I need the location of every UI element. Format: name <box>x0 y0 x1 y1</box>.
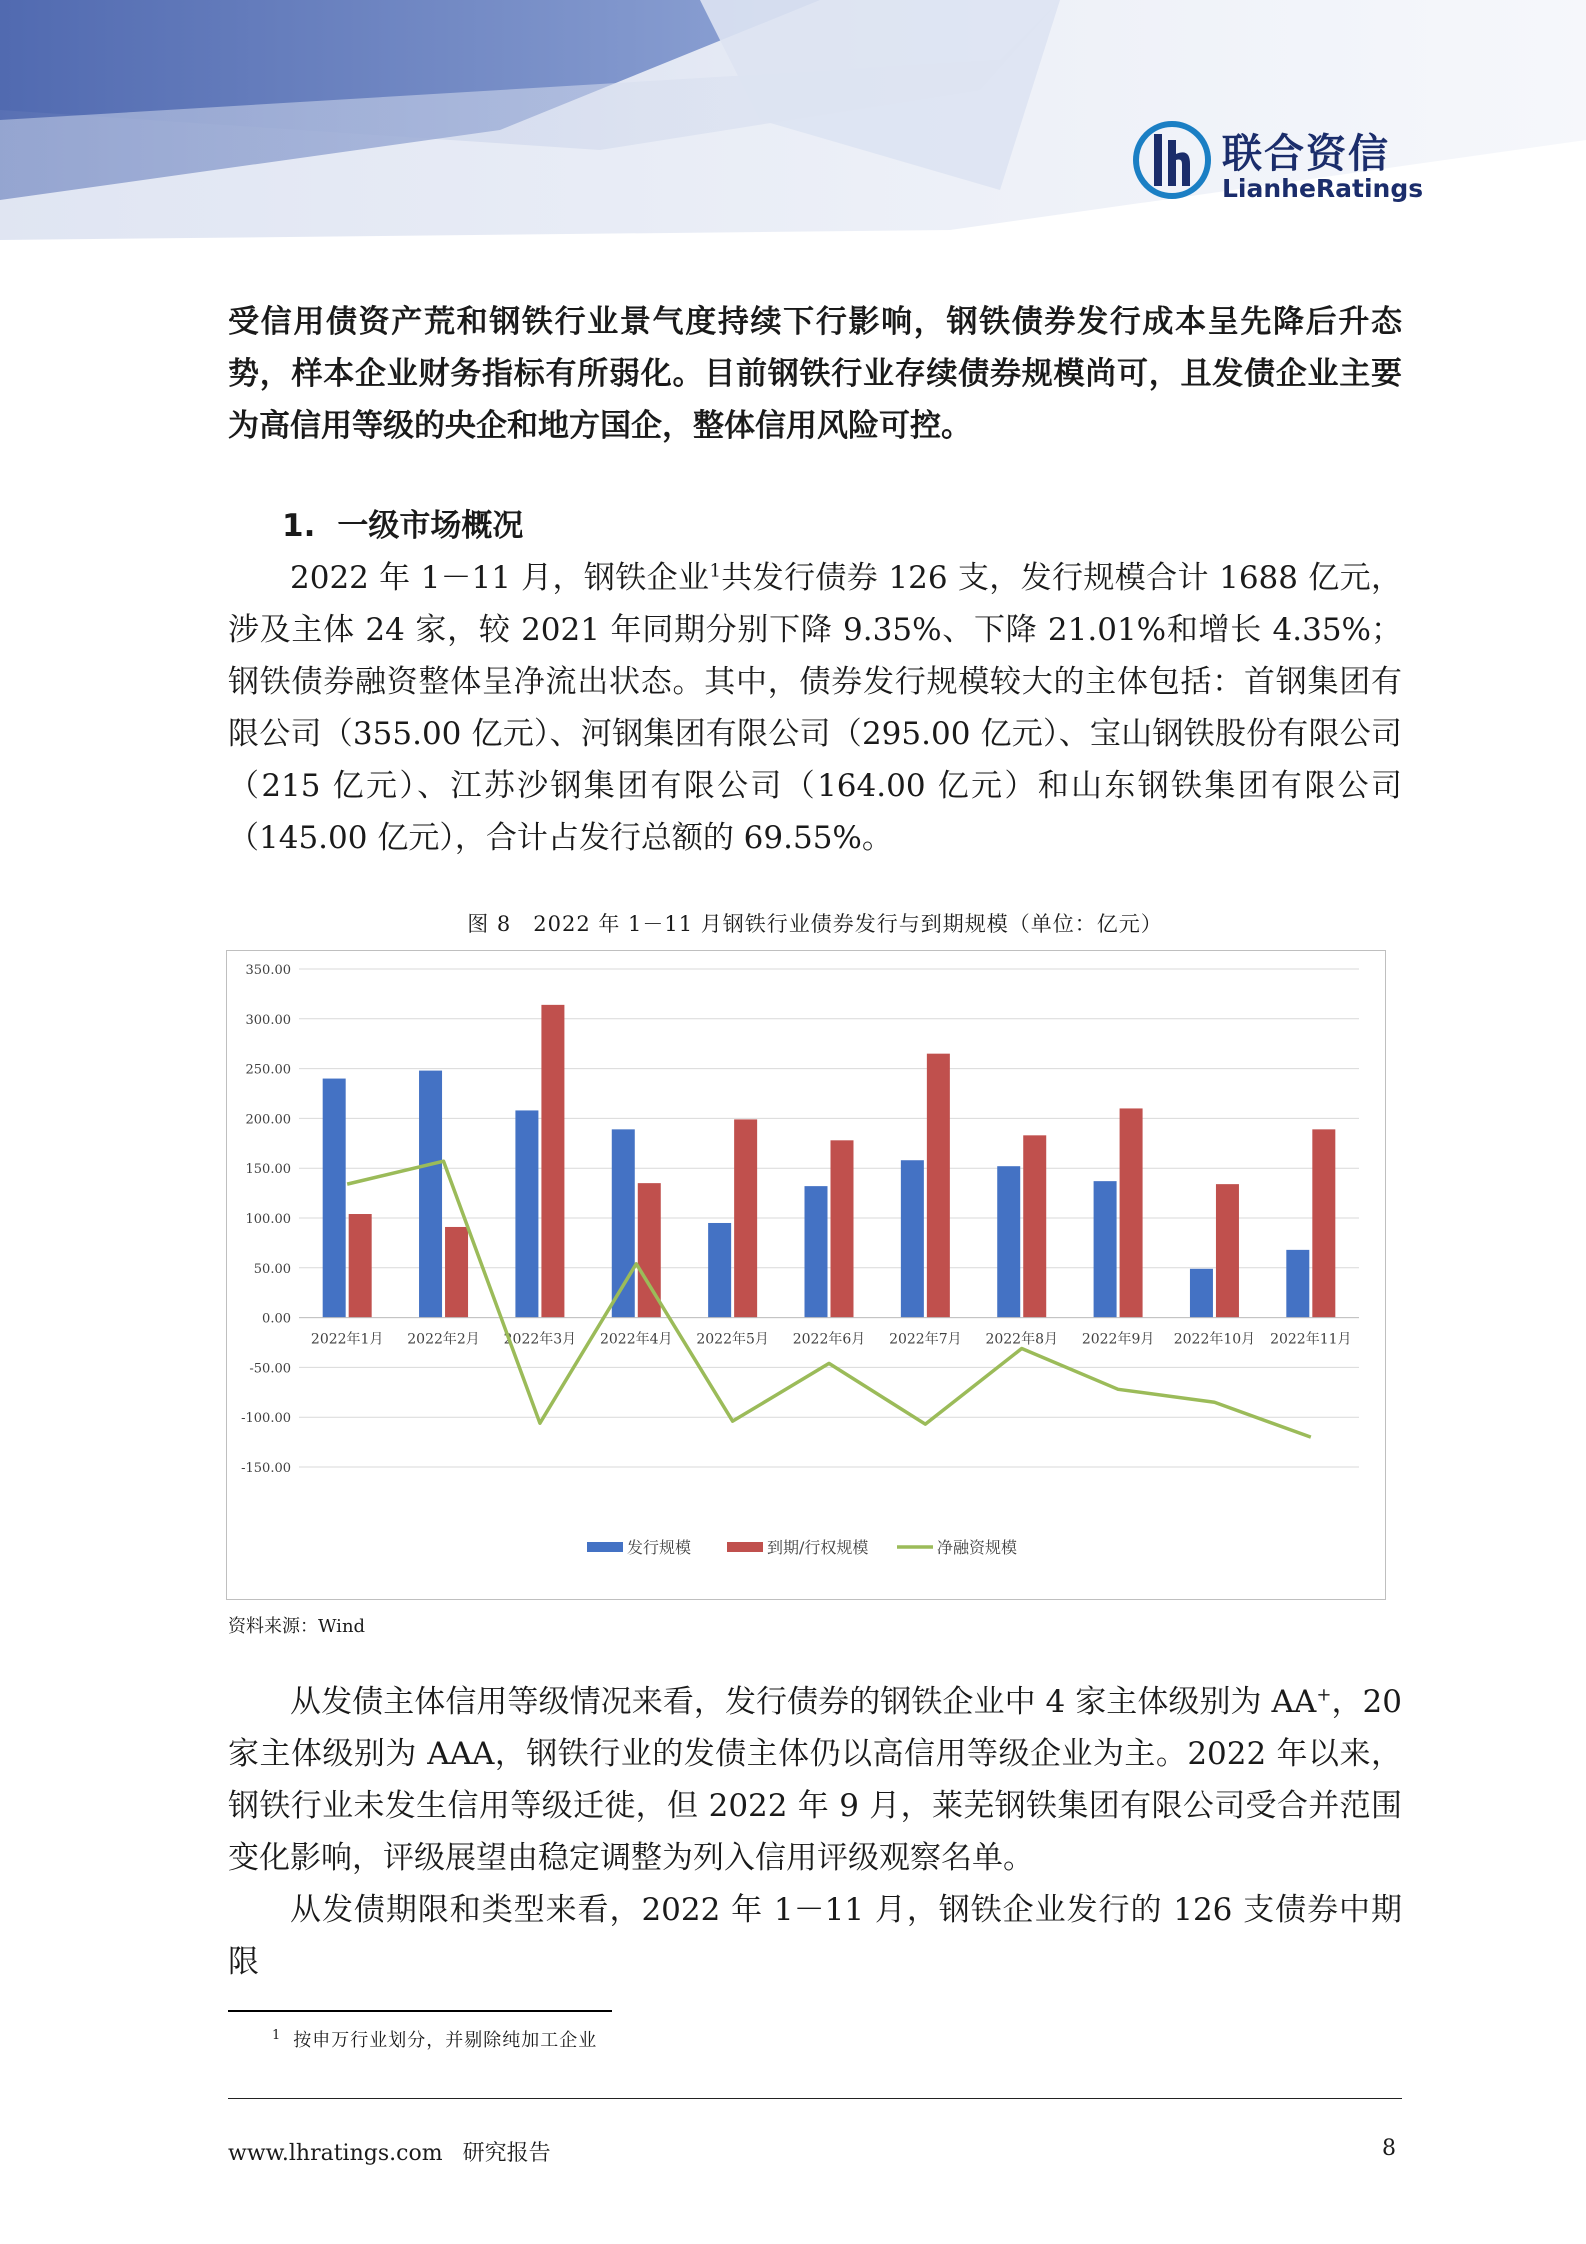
figure-caption: 图 8 2022 年 1－11 月钢铁行业债券发行与到期规模（单位：亿元） <box>467 912 1163 936</box>
y-tick-label: -100.00 <box>241 1411 291 1427</box>
x-tick-label: 2022年11月 <box>1270 1331 1352 1348</box>
footer-left <box>228 2136 551 2167</box>
footnote-divider <box>228 2010 612 2012</box>
y-tick-label: 200.00 <box>245 1112 291 1128</box>
x-tick-label: 2022年3月 <box>503 1331 577 1348</box>
bar-maturity <box>1023 1135 1046 1317</box>
bar-maturity <box>927 1054 950 1318</box>
section-title: 一级市场概况 <box>337 508 524 544</box>
bar-issue <box>1094 1181 1117 1317</box>
footer-doc-type: 研究报告 <box>462 2141 551 2166</box>
bar-issue <box>323 1079 346 1318</box>
y-tick-label: 300.00 <box>245 1012 291 1028</box>
bond-issuance-chart <box>226 950 1386 1600</box>
summary-paragraph: 受信用债资产荒和钢铁行业景气度持续下行影响，钢铁债券发行成本呈先降后升态势，样本企业财务指标有所弱化。目前钢铁行业存续债券规模尚可，且发债企业主要为高信用等级的央企和地方国企，整体信用风险可控。 <box>228 304 1402 444</box>
bar-maturity <box>445 1227 468 1318</box>
bar-issue <box>612 1129 635 1317</box>
brand-logo <box>1130 118 1424 208</box>
bar-maturity <box>349 1214 372 1318</box>
footnote-text: 按申万行业划分，并剔除纯加工企业 <box>293 2030 598 2051</box>
legend-swatch <box>587 1542 623 1552</box>
para2-text-a: 从发债主体信用等级情况来看，发行债券的钢铁企业中 4 家主体级别为 AA <box>290 1684 1317 1720</box>
logo-chinese-name: 联合资信 <box>1222 131 1390 177</box>
footer-website-link[interactable]: www.lhratings.com <box>228 2141 443 2166</box>
x-tick-label: 2022年4月 <box>599 1331 673 1348</box>
bar-issue <box>419 1071 442 1318</box>
x-tick-label: 2022年7月 <box>889 1331 962 1348</box>
x-tick-label: 2022年8月 <box>985 1331 1059 1348</box>
footnote <box>272 2026 597 2052</box>
bar-issue <box>515 1110 538 1317</box>
footnote-reference[interactable]: 1 <box>709 560 721 582</box>
x-tick-label: 2022年5月 <box>696 1331 769 1348</box>
logo-english-name: LianheRatings <box>1222 174 1424 203</box>
y-tick-label: 50.00 <box>253 1261 291 1277</box>
y-tick-label: 250.00 <box>245 1062 291 1078</box>
y-tick-label: 0.00 <box>262 1311 291 1327</box>
legend-label: 到期/行权规模 <box>767 1538 869 1557</box>
x-tick-label: 2022年9月 <box>1081 1331 1155 1348</box>
legend-label: 发行规模 <box>627 1538 692 1557</box>
bar-maturity <box>734 1119 757 1317</box>
bar-maturity <box>1120 1108 1143 1317</box>
para1-text-a: 2022 年 1－11 月，钢铁企业 <box>290 560 710 596</box>
bar-issue <box>708 1223 731 1318</box>
y-tick-label: -150.00 <box>241 1461 291 1476</box>
logo-mark-icon <box>1130 118 1214 202</box>
market-overview-paragraph <box>228 552 1402 864</box>
section-number: 1. <box>282 508 316 544</box>
net-financing-line <box>347 1161 1311 1437</box>
bar-issue <box>901 1160 924 1317</box>
bar-issue <box>1190 1269 1213 1318</box>
para2-text-b: ，20 家主体级别为 AAA，钢铁行业的发债主体仍以高信用等级企业为主。2022 年以来，钢铁行业未发生信用等级迁徙，但 2022 年 9 月，莱芜钢铁集团有限公司受合并范围变化影响，评级展望由稳定调整为列入信用评级观察名单。 <box>228 1684 1402 1876</box>
bar-maturity <box>541 1005 564 1318</box>
para1-text-b: 共发行债券 126 支，发行规模合计 1688 亿元，涉及主体 24 家，较 2021 年同期分别下降 9.35%、下降 21.01%和增长 4.35%；钢铁债券融资整体呈净流出状态。其中，债券发行规模较大的主体包括：首钢集团有限公司（355.00 亿元）、河钢集团有限公司（295.00 亿元）、宝山钢铁股份有限公司（215 亿元）、江苏沙钢集团有限公司（164.00 亿元）和山东钢铁集团有限公司（145.00 亿元），合计占发行总额的 69.55%。 <box>228 560 1402 856</box>
x-tick-label: 2022年10月 <box>1173 1331 1256 1348</box>
y-tick-label: -50.00 <box>249 1361 291 1377</box>
figure-source: 资料来源：Wind <box>228 1616 366 1637</box>
chart-canvas <box>227 951 1385 1599</box>
bar-issue <box>997 1166 1020 1317</box>
y-tick-label: 150.00 <box>245 1162 291 1178</box>
credit-rating-paragraph <box>228 1676 1402 1884</box>
x-tick-label: 2022年1月 <box>310 1331 384 1348</box>
footnote-mark: 1 <box>272 2028 282 2043</box>
bar-maturity <box>831 1140 854 1317</box>
x-tick-label: 2022年2月 <box>407 1331 480 1348</box>
rating-plus-sign: + <box>1316 1684 1332 1706</box>
y-tick-label: 350.00 <box>245 963 291 978</box>
page-number: 8 <box>1382 2136 1396 2161</box>
section-heading <box>282 500 523 545</box>
bond-term-paragraph: 从发债期限和类型来看，2022 年 1－11 月，钢铁企业发行的 126 支债券中期限 <box>228 1892 1402 1980</box>
footer-divider <box>228 2098 1402 2099</box>
bar-maturity <box>1216 1184 1239 1317</box>
legend-swatch <box>727 1542 763 1552</box>
bar-issue <box>1286 1250 1309 1318</box>
bar-maturity <box>1312 1129 1335 1317</box>
x-tick-label: 2022年6月 <box>792 1331 866 1348</box>
legend-label: 净融资规模 <box>937 1538 1018 1557</box>
y-tick-label: 100.00 <box>245 1212 291 1227</box>
bar-issue <box>805 1186 828 1317</box>
